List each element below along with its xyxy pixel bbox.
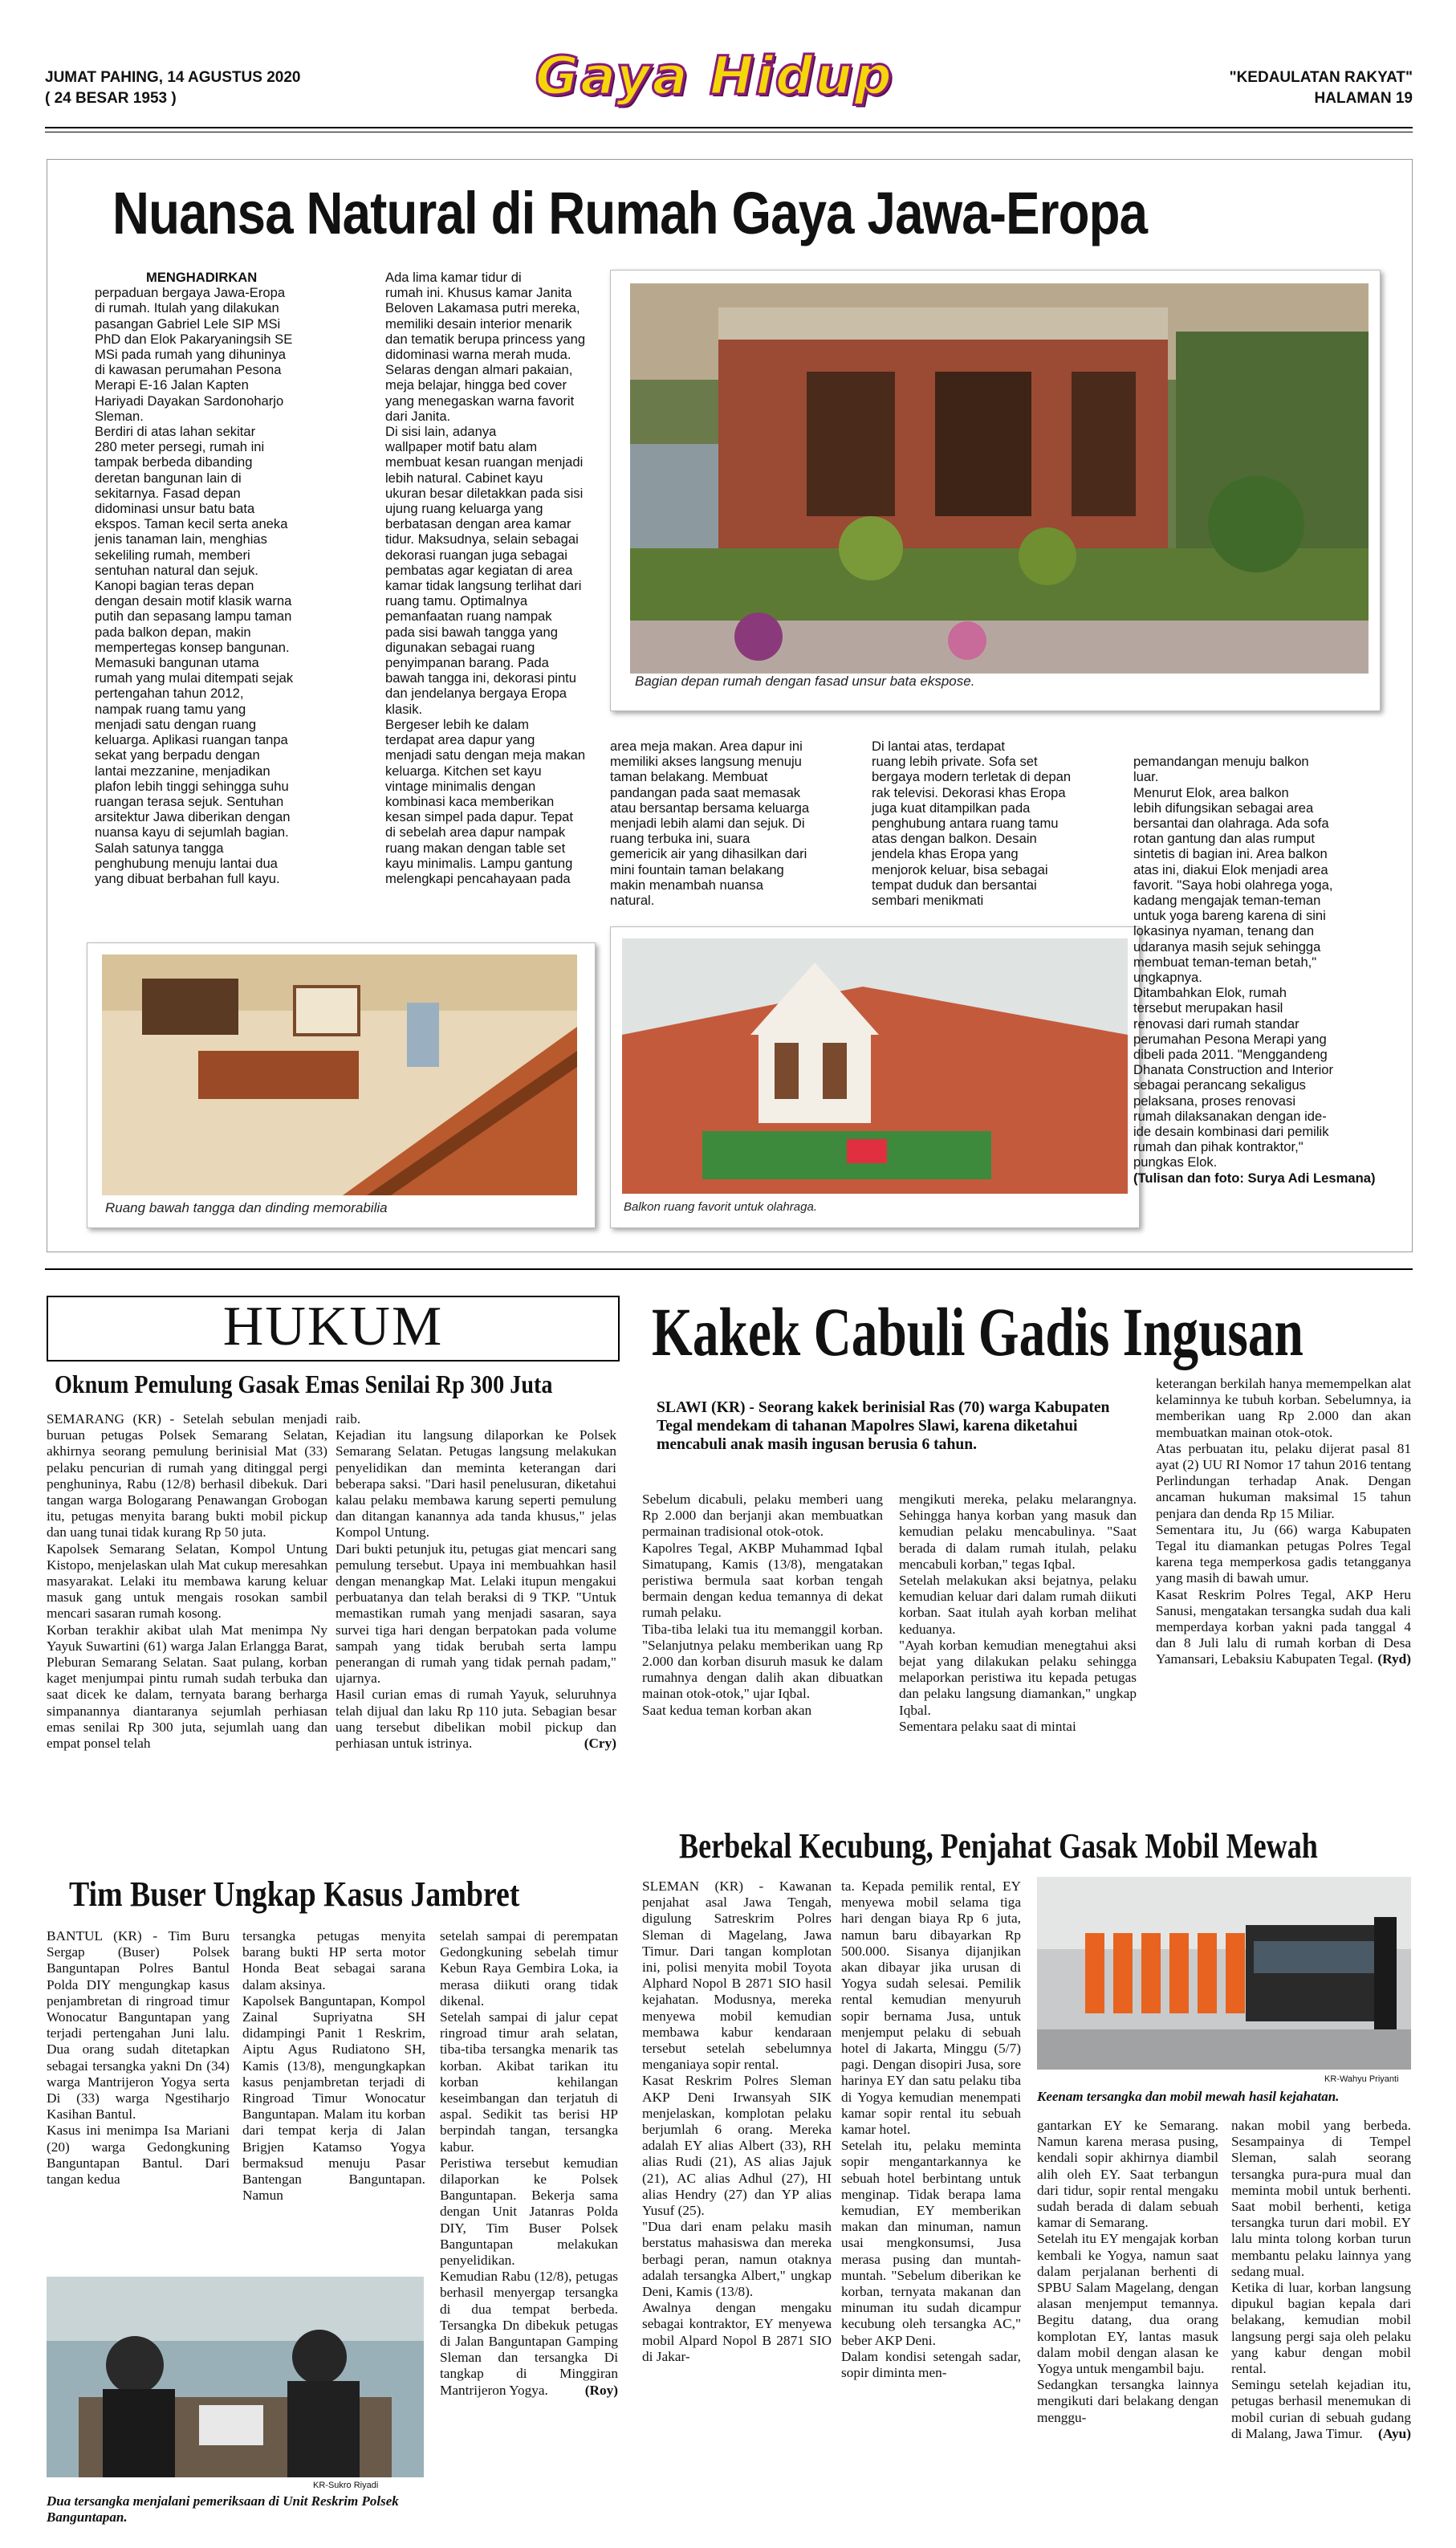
story2-headline: Kakek Cabuli Gadis Ingusan [652, 1293, 1303, 1370]
caption-front-house: Bagian depan rumah dengan fasad unsur bata ekspose. [635, 674, 975, 689]
story1-column-1: SEMARANG (KR) - Setelah sebulan menjadi buruan petugas Polsek Semarang Selatan, akhirnya seorang pemulung berinisial Mat (33) pelaku pencurian di rumah yang ditinggal pergi penghuninya, Rabu (12/8) berhasil dibekuk. Dari tangan warga Bologarang Penawangan Grobogan itu, petugas menyita barang bukti mobil pickup dan uang tunai tidak kurang Rp 50 juta. Kapolsek Semarang Selatan, Kompol Untung Kistopo, menjelaskan ulah Mat cukup meresahkan masyarakat. Lelaki itu membawa karung keluar masuk gang untuk mengais rosokan sambil mencari sasaran rumah kosong. Korban terakhir akibat ulah Mat menimpa Ny Yayuk Suwartini (61) warga Jalan Erlangga Barat, Pleburan Semarang Selatan. Saat pulang, korban kaget menjumpai pintu rumah sudah terbuka dan saat dicek ke dalam, ternyata barang berharga simpanannya diantaranya sejumlah perhiasan emas senilai Rp 300 juta, sejumlah uang dan empat ponsel telah [47, 1411, 327, 1752]
story1-column-2 [336, 1411, 616, 1752]
suspects-car-photo [1037, 1877, 1411, 2070]
story3-headline: Tim Buser Ungkap Kasus Jambret [69, 1874, 520, 1914]
issue-date-line1: JUMAT PAHING, 14 AGUSTUS 2020 [45, 69, 301, 86]
issue-date [45, 67, 382, 109]
front-house-photo-frame [610, 270, 1381, 711]
stairs-photo-frame [87, 942, 596, 1228]
paper-name: "KEDAULATAN RAKYAT" [1229, 69, 1413, 86]
story3-column-3 [440, 1928, 618, 2399]
feature-column-3: area meja makan. Area dapur ini memiliki akses langsung menuju taman belakang. Membuat pandangan pada saat memasak atau bersantap bersama keluarga menjadi lebih alami dan sejuk. Di ruang terbuka ini, suara gemericik air yang dihasilkan dari mini fountain taman belakang makin menambah nuansa natural. [610, 739, 810, 909]
story4-photo-credit: KR-Wahyu Priyanti [1324, 2074, 1399, 2084]
story2-lead: SLAWI (KR) - Seorang kakek berinisial Ras (70) warga Kabupaten Tegal mendekam di tahanan Mapolres Slawi, karena diketahui mencabuli anak masih ingusan berusia 6 tahun. [657, 1399, 1110, 1453]
feature-byline: (Tulisan dan foto: Surya Adi Lesmana) [1133, 1170, 1376, 1186]
story1-col2-text: raib. Kejadian itu langsung dilaporkan ke Polsek Semarang Selatan. Petugas langsung melakukan penyelidikan dan meminta keterangan dari beberapa saksi. "Dari hasil penelusuran, diketahui kalau pelaku membawa karung seperti pemulung dan ditangan kanannya ada tanda khusus," jelas Kompol Untung. Dari bukti petunjuk itu, petugas giat mencari sang pemulung tersebut. Upaya ini membuahkan hasil dengan menangkap Mat. Lelaki itupun mengakui perbuatanya dan telah beraksi di 9 TKP. "Untuk memastikan rumah yang menjadi sasaran, saya survei tiga hari dengan berpatokan pada volume sampah yang tidak berubah serta lampu penerangan di rumah yang tidak pernah padam," ujarnya. Hasil curian emas di rumah Yayuk, seluruhnya telah dijual dan laku Rp 110 juta. Sebagian besar uang tersebut dibelikan mobil pickup dan perhiasan untuk istrinya. [336, 1411, 616, 1752]
feature-col5-text: pemandangan menuju balkon luar. Menurut Elok, area balkon lebih difungsikan sebagai area bersantai dan olahraga. Ada sofa rotan gantung dan alas rumput sintetis di bagian ini. Area balkon atas ini, diakui Elok menjadi area favorit. "Saya hobi olahrega yoga, kadang mengajak teman-teman untuk yoga bareng karena di sini lokasinya nyaman, tenang dan udaranya masih sejuk sehingga membuat teman-teman betah," ungkapnya. Ditambahkan Elok, rumah tersebut merupakan hasil renovasi dari rumah standar perumahan Pesona Merapi yang dibeli pada 2011. "Menggandeng Dhanata Construction and Interior sebagai perancang sekaligus pelaksana, proses renovasi rumah dilaksanakan dengan ide- ide desain kombinasi dari pemilik rumah dan pihak kontraktor," pungkas Elok. [1133, 754, 1334, 1170]
paper-page [1076, 67, 1413, 109]
front-house-photo [630, 283, 1369, 674]
story2-column-2: mengikuti mereka, pelaku melarangnya. Sehingga hanya korban yang masuk dan kemudian pelaku mencabulinya. "Saat berada di dalam rumah itulah, pelaku mencabuli korban," tegas Iqbal. Setelah melakukan aksi bejatnya, pelaku kemudian keluar dari dalam rumah diikuti korban. Saat itulah ayah korban melihat keduanya. "Ayah korban kemudian menegtahui aksi bejat yang dilakukan pelaku sehingga melaporkan peristiwa itu kepada petugas dan pelaku langsung diamankan," ungkap Iqbal. Sementara pelaku saat di mintai [899, 1492, 1137, 1734]
header-rule [45, 127, 1413, 128]
story2-column-3 [1156, 1376, 1411, 1668]
page-number: HALAMAN 19 [1314, 90, 1413, 107]
story3-column-1: BANTUL (KR) - Tim Buru Sergap (Buser) Polsek Banguntapan Polres Bantul Polda DIY mengungkap kasus penjambretan di ringroad timur Wonocatur Banguntapan yang terjadi pertengahan Juni lalu. Dua orang sudah ditetapkan sebagai tersangka yakni Dn (34) warga Mantrijeron Yogya serta Di (33) warga Ngestiharjo Kasihan Bantul. Kasus ini menimpa Isa Mariani (20) warga Gedongkuning Banguntapan Bantul. Dari tangan kedua [47, 1928, 230, 2188]
caption-stairs: Ruang bawah tangga dan dinding memorabilia [105, 1200, 388, 1215]
story3-column-2: tersangka petugas menyita barang bukti HP serta motor Honda Beat sebagai sarana dalam aksinya. Kapolsek Banguntapan, Kompol Zainal Supriyatna SH didampingi Panit 1 Reskrim, Aiptu Agus Rudiatono SH, Kamis (13/8), mengungkapkan kasus penjambretan terjadi di Ringroad Timur Wonocatur Banguntapan. Malam itu korban dari tempat kerja di Jalan Brigjen Katamso Yogya bermaksud menuju Pasar Bantengan Banguntapan. Namun [242, 1928, 425, 2204]
story3-caption: Dua tersangka menjalani pemeriksaan di Unit Reskrim Polsek Banguntapan. [47, 2493, 399, 2525]
story4-caption: Keenam tersangka dan mobil mewah hasil kejahatan. [1037, 2089, 1340, 2104]
story1-headline: Oknum Pemulung Gasak Emas Senilai Rp 300 Juta [55, 1370, 553, 1398]
feature-headline: Nuansa Natural di Rumah Gaya Jawa-Eropa [112, 180, 1148, 246]
story4-column-2: ta. Kepada pemilik rental, EY menyewa mobil selama tiga hari dengan biaya Rp 6 juta, namun baru dibayarkan Rp 500.000. Sisanya dijanjikan akan dibayar jika urusan di Yogya sudah selesai. Pemilik rental kemudian menyuruh sopir bernama Jusa, untuk menjemput pelaku di sebuah hotel di Jakarta, Minggu (5/7) pagi. Dengan disopiri Jusa, sore harinya EY dan satu pelaku tiba di Yogya kemudian menempati kamar sopir rental itu sebuah kamar hotel. Setelah itu, pelaku meminta sopir mengantarkannya ke sebuah hotel berbintang untuk menginap. Tidak berapa lama kemudian, EY memberikan makan dan minuman, namun usai mengkonsumsi, Jusa merasa pusing dan muntah-muntah. "Sebelum diberikan ke korban, ternyata makanan dan minuman itu sudah dicampur kecubung oleh tersangka AC," beber AKP Deni. Dalam kondisi setengah sadar, sopir diminta men- [841, 1878, 1021, 2381]
balcony-photo-frame [610, 926, 1140, 1228]
story4-headline: Berbekal Kecubung, Penjahat Gasak Mobil Mewah [679, 1826, 1318, 1866]
story2-credit: (Ryd) [1377, 1651, 1411, 1667]
story4-col4-text: nakan mobil yang berbeda. Sesampainya di Tempel Sleman, salah seorang tersangka pura-pura mual dan meminta mobil untuk berhenti. Saat mobil berhenti, ketiga tersangka turun dari mobil. EY lalu minta tolong korban turun membantu pelaku lainnya yang sedang mual. Ketika di luar, korban langsung dipukul bagian kepala dari belakang, kemudian mobil langsung pergi saja oleh pelaku yang kabur dengan mobil rental. Semingu setelah kejadian itu, petugas berhasil menemukan di mobil curian di sebuah gudang di Malang, Jawa Timur. [1231, 2118, 1411, 2441]
feature-column-2: Ada lima kamar tidur di rumah ini. Khusus kamar Janita Beloven Lakamasa putri mereka, memiliki desain interior menarik dan tematik berupa princess yang didominasi warna merah muda. Selaras dengan almari pakaian, meja belajar, hingga bed cover yang menegaskan warna favorit dari Janita. Di sisi lain, adanya wallpaper motif batu alam membuat kesan ruangan menjadi lebih natural. Cabinet kayu ukuran besar diletakkan pada sisi ujung ruang keluarga yang berbatasan dengan area kamar tidur. Maksudnya, selain sebagai dekorasi ruangan juga sebagai pembatas agar kegiatan di area kamar tidak langsung terlihat dari ruang tamu. Optimalnya pemanfaatan ruang nampak pada sisi bawah tangga yang digunakan sebagai ruang penyimpanan barang. Pada bawah tangga ini, dekorasi pintu dan jendelanya bergaya Eropa klasik. Bergeser lebih ke dalam terdapat area dapur yang menjadi satu dengan meja makan keluarga. Kitchen set kayu vintage minimalis dengan kombinasi kaca memberikan kesan simpel pada dapur. Tepat di sebelah area dapur nampak ruang makan dengan table set kayu minimalis. Lampu gantung melengkapi pencahayaan pada [385, 270, 586, 886]
story4-column-4 [1231, 2118, 1411, 2442]
interrogation-photo [47, 2277, 424, 2477]
story2-col3-text: keterangan berkilah hanya memempelkan alat kelaminnya ke tubuh korban. Sebelumnya, ia memberikan uang Rp 2.000 dan akan membuatkan mainan otok-otok. Atas perbuatan itu, pelaku dijerat pasal 81 ayat (2) UU RI Nomor 17 tahun 2016 tentang Perlindungan terhadap Anak. Dengan ancaman hukuman maksimal 15 tahun penjara dan denda Rp 15 Miliar. Sementara itu, Ju (66) warga Kabupaten Tegal itu diamankan petugas Polres Tegal karena tega memperkosa gadis tetangganya yang masih di bawah umur. Kasat Reskrim Polres Tegal, AKP Heru Sanusi, mengatakan tersangka sudah dua kali memperdaya korban yakni pada tanggal 4 dan 8 Juli lalu di rumah korban di Desa Yamansari, Lebaksiu Kabupaten Tegal. [1156, 1376, 1411, 1667]
caption-balcony: Balkon ruang favorit untuk olahraga. [624, 1200, 817, 1214]
feature-column-5 [1133, 739, 1390, 1186]
feature-column-4: Di lantai atas, terdapat ruang lebih private. Sofa set bergaya modern terletak di depan rak televisi. Dekorasi khas Eropa juga kuat ditampilkan pada penghubung antara ruang tamu atas dengan balkon. Desain jendela khas Eropa yang menjorok keluar, bisa sebagai tempat duduk dan bersantai sembari menikmati [872, 739, 1072, 909]
section-rule [45, 1268, 1413, 1270]
issue-date-line2: ( 24 BESAR 1953 ) [45, 90, 177, 107]
section-masthead: Gaya Hidup [535, 45, 894, 107]
story4-column-3: gantarkan EY ke Semarang. Namun karena merasa pusing, kendali sopir akhirnya diambil alih oleh EY. Saat terbangun dari tidur, sopir rental mengaku sudah berada di dalam sebuah kamar di Semarang. Setelah itu EY mengajak korban kembali ke Yogya, namun saat dalam perjalanan berhenti di SPBU Salam Magelang, dengan alasan menjemput temannya. Begitu datang, dua orang komplotan EY, lantas masuk dalam mobil dengan alasan ke Yogya untuk mengambil baju. Sedangkan tersangka lainnya mengikuti dari belakang dengan menggu- [1037, 2118, 1218, 2425]
balcony-photo [622, 938, 1128, 1194]
story4-credit: (Ayu) [1378, 2425, 1411, 2441]
story3-credit: (Roy) [584, 2382, 618, 2398]
hukum-rubric: HUKUM [47, 1296, 620, 1362]
feature-col1-text: perpaduan bergaya Jawa-Eropa di rumah. Itulah yang dilakukan pasangan Gabriel Lele SIP MSi PhD dan Elok Pakaryaningsih SE MSi pada rumah yang dihuninya di kawasan perumahan Pesona Merapi E-16 Jalan Kapten Hariyadi Dayakan Sardonoharjo Sleman. Berdiri di atas lahan sekitar 280 meter persegi, rumah ini tampak berbeda dibanding deretan bangunan lain di sekitarnya. Fasad depan didominasi unsur batu bata ekspos. Taman kecil serta aneka jenis tanaman lain, menghias sekeliling rumah, memberi sentuhan natural dan sejuk. Kanopi bagian teras depan dengan desain motif klasik warna putih dan sepasang lampu taman pada balkon depan, makin mempertegas konsep bangunan. Memasuki bangunan utama rumah yang mulai ditempati sejak pertengahan tahun 2012, nampak ruang tamu yang menjadi satu dengan ruang keluarga. Aplikasi ruangan tanpa sekat yang berpadu dengan lantai mezzanine, menjadikan plafon lebih tinggi sehingga suhu ruangan terasa sejuk. Sentuhan arsitektur Jawa diberikan dengan nuansa kayu di sejumlah bagian. Salah satunya tangga penghubung menuju lantai dua yang dibuat berbahan full kayu. [95, 285, 294, 886]
lead-word: MENGHADIRKAN [146, 270, 258, 285]
stairs-photo [102, 954, 577, 1195]
story4-column-1: SLEMAN (KR) - Kawanan penjahat asal Jawa Tengah, digulung Satreskrim Polres Sleman di Magelang, Jawa Timur. Dari tangan komplotan ini, polisi menyita mobil Toyota Alphard Nopol B 2871 SIO hasil kejahatan. Modusnya, mereka menyewa mobil kemudian membawa kabur kendaraan tersebut setelah sebelumnya menganiaya sopir rental. Kasat Reskrim Polres Sleman AKP Deni Irwansyah SIK menjelaskan, komplotan pelaku berjumlah 6 orang. Mereka adalah EY alias Albert (33), RH alias Rudi (21), AS alias Jajuk (21), AC alias Adhul (27), HI alias Hendry (27) dan YP alias Yusuf (25). "Dua dari enam pelaku masih berstatus mahasiswa dan mereka berbagi peran, namun otaknya adalah tersangka Albert," ungkap Deni, Kamis (13/8). Awalnya dengan mengaku sebagai kontraktor, EY menyewa mobil Alpard Nopol B 2871 SIO di Jakar- [642, 1878, 832, 2364]
story3-col3-text: setelah sampai di perempatan Gedongkuning sebelah timur Kebun Raya Gembira Loka, ia merasa diikuti orang tidak dikenal. Setelah sampai di jalur cepat ringroad timur arah selatan, tiba-tiba tersangka menarik tas korban. Akibat tarikan itu korban kehilangan keseimbangan dan terjatuh di aspal. Sedikit tas berisi HP berpindah tangan, tersangka kabur. Peristiwa tersebut kemudian dilaporkan ke Polsek Banguntapan. Bekerja sama dengan Unit Jatanras Polda DIY, Tim Buser Polsek Banguntapan melakukan penyelidikan. Kemudian Rabu (12/8), petugas berhasil menyergap tersangka di dua tempat berbeda. Tersangka Dn dibekuk petugas di Jalan Banguntapan Gamping Sleman dan tersangka Di tangkap di Minggiran Mantrijeron Yogya. [440, 1928, 618, 2398]
story2-column-1: Sebelum dicabuli, pelaku memberi uang Rp 2.000 dan berjanji akan membuatkan permainan tradisional otok-otok. Kapolres Tegal, AKBP Muhammad Iqbal Simatupang, Kamis (13/8), mengatakan peristiwa bermula saat korban tengah bermain dengan kedua temannya di dekat rumah pelaku. Tiba-tiba lelaki tua itu memanggil korban. "Selanjutnya pelaku memberikan uang Rp 2.000 dan korban disuruh masuk ke dalam rumahnya dengan dalih akan dibuatkan mainan otok-otok," ujar Iqbal. Saat kedua teman korban akan [642, 1492, 883, 1718]
story1-credit: (Cry) [584, 1736, 616, 1752]
feature-column-1 [95, 270, 384, 886]
story3-photo-credit: KR-Sukro Riyadi [313, 2481, 379, 2490]
